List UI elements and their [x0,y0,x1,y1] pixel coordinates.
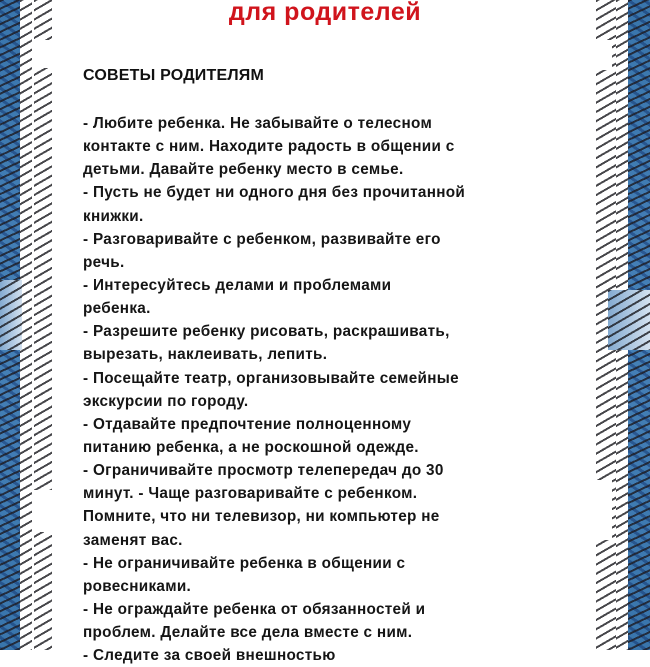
text-line: - Любите ребенка. Не забывайте о телесном [83,115,433,132]
text-line: - Отдавайте предпочтение полноценному [83,415,412,433]
text-line: книжки. [83,207,144,225]
text-line: питанию ребенка, а не роскошной одежде. [83,438,419,456]
right-border-break-2 [596,480,612,540]
poster-title: для родителей [228,0,422,26]
right-border-accent [608,290,650,350]
text-line: - Интересуйтесь делами и проблемами [83,276,392,294]
text-line: детьми. Давайте ребенку место в семье. [83,161,404,179]
text-line: Помните, что ни телевизор, ни компьютер не [83,508,440,526]
text-line: проблем. Делайте все дела вместе с ним. [83,624,413,642]
text-line: - Не ограждайте ребенка от обязанностей и [83,600,426,618]
text-line: экскурсии по городу. [83,392,249,410]
text-line: - Пусть не будет ни одного дня без прочитанной [83,184,466,202]
text-line: - Ограничивайте просмотр телепередач до 30 [83,462,444,480]
text-line: - Следите за своей внешностью [83,647,336,665]
text-line: заменят вас. [83,531,183,549]
left-border-break [34,490,54,532]
text-line: вырезать, наклеивать, лепить. [83,346,328,364]
left-border-gap [32,0,34,650]
text-line: - Разрешите ребенку рисовать, раскрашивать, [83,323,450,341]
text-line: ровесниками. [83,577,192,595]
text-line: контакте с ним. Находите радость в общении с [83,138,455,156]
text-line: - Разговаривайте с ребенком, развивайте его [83,230,441,248]
text-line: - Посещайте театр, организовывайте семейные [83,369,459,387]
text-line: ребенка. [83,300,151,318]
left-border-accent [0,280,22,350]
text-line: минут. - Чаще разговаривайте с ребенком. [83,485,418,503]
advice-text [83,112,583,667]
left-border-break-2 [34,40,54,68]
text-line: речь. [83,253,125,271]
section-heading: СОВЕТЫ РОДИТЕЛЯМ [83,67,265,84]
text-line: - Не ограничивайте ребенка в общении с [83,554,406,572]
left-border-inner-stripe [34,0,52,650]
right-border-break [596,40,612,70]
